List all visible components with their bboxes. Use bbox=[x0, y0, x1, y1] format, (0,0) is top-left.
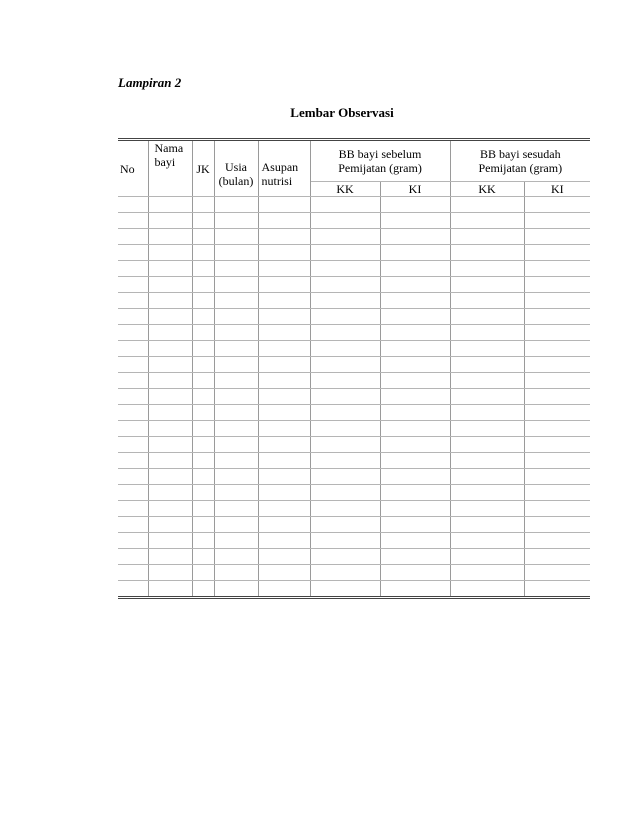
table-cell bbox=[450, 309, 524, 325]
table-cell bbox=[450, 517, 524, 533]
table-cell bbox=[148, 229, 192, 245]
table-cell bbox=[258, 373, 310, 389]
table-cell bbox=[524, 309, 590, 325]
table-cell bbox=[192, 309, 214, 325]
table-cell bbox=[214, 245, 258, 261]
table-cell bbox=[524, 213, 590, 229]
table-cell bbox=[214, 533, 258, 549]
table-cell bbox=[450, 565, 524, 581]
table-cell bbox=[258, 485, 310, 501]
table-cell bbox=[450, 245, 524, 261]
table-cell bbox=[214, 309, 258, 325]
table-cell bbox=[192, 325, 214, 341]
table-cell bbox=[450, 325, 524, 341]
table-cell bbox=[380, 325, 450, 341]
table-cell bbox=[192, 565, 214, 581]
table-cell bbox=[258, 261, 310, 277]
table-cell bbox=[380, 197, 450, 213]
header-bb-sesudah-line2: Pemijatan (gram) bbox=[478, 161, 563, 175]
table-cell bbox=[258, 501, 310, 517]
table-cell bbox=[310, 405, 380, 421]
header-nama-bayi bbox=[148, 140, 192, 197]
table-cell bbox=[118, 421, 148, 437]
table-cell bbox=[214, 341, 258, 357]
table-cell bbox=[380, 533, 450, 549]
table-row bbox=[118, 229, 590, 245]
table-cell bbox=[192, 485, 214, 501]
header-bb-sebelum bbox=[310, 140, 450, 182]
table-row bbox=[118, 549, 590, 565]
table-cell bbox=[258, 421, 310, 437]
table-cell bbox=[380, 501, 450, 517]
table-cell bbox=[258, 565, 310, 581]
table-cell bbox=[310, 309, 380, 325]
table-cell bbox=[310, 373, 380, 389]
table-cell bbox=[310, 421, 380, 437]
table-cell bbox=[118, 501, 148, 517]
table-cell bbox=[380, 341, 450, 357]
table-cell bbox=[192, 197, 214, 213]
table-cell bbox=[192, 213, 214, 229]
header-asupan-line1: Asupan bbox=[261, 159, 299, 174]
table-cell bbox=[380, 421, 450, 437]
table-cell bbox=[148, 421, 192, 437]
table-cell bbox=[148, 453, 192, 469]
table-cell bbox=[450, 213, 524, 229]
table-cell bbox=[148, 501, 192, 517]
document-title: Lembar Observasi bbox=[290, 105, 394, 120]
table-cell bbox=[380, 261, 450, 277]
table-cell bbox=[450, 197, 524, 213]
table-row bbox=[118, 213, 590, 229]
table-cell bbox=[258, 293, 310, 309]
table-cell bbox=[148, 293, 192, 309]
table-cell bbox=[214, 469, 258, 485]
table-cell bbox=[524, 293, 590, 309]
header-bb-sebelum-line2: Pemijatan (gram) bbox=[338, 161, 422, 175]
table-cell bbox=[192, 421, 214, 437]
table-cell bbox=[310, 469, 380, 485]
table-cell bbox=[524, 533, 590, 549]
table-cell bbox=[214, 501, 258, 517]
table-cell bbox=[380, 213, 450, 229]
table-cell bbox=[118, 277, 148, 293]
table-cell bbox=[258, 549, 310, 565]
table-cell bbox=[214, 453, 258, 469]
table-cell bbox=[450, 229, 524, 245]
table-cell bbox=[258, 581, 310, 598]
table-cell bbox=[380, 309, 450, 325]
table-cell bbox=[214, 325, 258, 341]
table-cell bbox=[148, 261, 192, 277]
table-cell bbox=[258, 469, 310, 485]
table-cell bbox=[148, 485, 192, 501]
table-row bbox=[118, 357, 590, 373]
table-cell bbox=[148, 565, 192, 581]
table-cell bbox=[214, 213, 258, 229]
table-cell bbox=[380, 405, 450, 421]
table-cell bbox=[524, 549, 590, 565]
table-cell bbox=[258, 197, 310, 213]
table-cell bbox=[380, 469, 450, 485]
table-cell bbox=[258, 309, 310, 325]
observation-table-body bbox=[118, 197, 590, 598]
table-cell bbox=[310, 581, 380, 598]
table-cell bbox=[258, 277, 310, 293]
table-cell bbox=[524, 341, 590, 357]
table-cell bbox=[310, 485, 380, 501]
table-row bbox=[118, 325, 590, 341]
table-cell bbox=[450, 533, 524, 549]
table-row bbox=[118, 373, 590, 389]
table-cell bbox=[258, 533, 310, 549]
header-nama-line2: bayi bbox=[154, 155, 176, 169]
table-row bbox=[118, 485, 590, 501]
table-cell bbox=[148, 373, 192, 389]
table-cell bbox=[524, 565, 590, 581]
table-cell bbox=[310, 437, 380, 453]
table-cell bbox=[118, 309, 148, 325]
table-cell bbox=[524, 501, 590, 517]
table-cell bbox=[450, 485, 524, 501]
table-cell bbox=[214, 517, 258, 533]
table-cell bbox=[524, 485, 590, 501]
table-cell bbox=[380, 453, 450, 469]
table-cell bbox=[148, 245, 192, 261]
table-cell bbox=[380, 373, 450, 389]
table-cell bbox=[214, 389, 258, 405]
table-cell bbox=[258, 213, 310, 229]
header-asupan-line2: nutrisi bbox=[261, 173, 293, 188]
table-cell bbox=[214, 197, 258, 213]
table-cell bbox=[524, 517, 590, 533]
table-cell bbox=[380, 389, 450, 405]
table-row bbox=[118, 197, 590, 213]
table-cell bbox=[450, 293, 524, 309]
table-cell bbox=[310, 501, 380, 517]
table-cell bbox=[258, 229, 310, 245]
header-ki-sebelum: KI bbox=[380, 182, 450, 197]
table-cell bbox=[118, 485, 148, 501]
table-cell bbox=[524, 405, 590, 421]
header-bb-sebelum-line1: BB bayi sebelum bbox=[338, 147, 422, 161]
table-cell bbox=[524, 357, 590, 373]
table-cell bbox=[450, 277, 524, 293]
table-cell bbox=[214, 437, 258, 453]
table-cell bbox=[524, 469, 590, 485]
table-cell bbox=[192, 453, 214, 469]
table-cell bbox=[258, 389, 310, 405]
table-cell bbox=[310, 341, 380, 357]
table-cell bbox=[380, 565, 450, 581]
table-cell bbox=[258, 517, 310, 533]
table-cell bbox=[450, 581, 524, 598]
table-cell bbox=[450, 501, 524, 517]
table-cell bbox=[192, 277, 214, 293]
table-cell bbox=[118, 373, 148, 389]
table-row bbox=[118, 421, 590, 437]
table-cell bbox=[148, 309, 192, 325]
header-jk: JK bbox=[192, 140, 214, 197]
table-cell bbox=[524, 581, 590, 598]
table-cell bbox=[310, 277, 380, 293]
table-cell bbox=[192, 437, 214, 453]
table-cell bbox=[192, 357, 214, 373]
table-cell bbox=[450, 421, 524, 437]
table-cell bbox=[192, 533, 214, 549]
table-cell bbox=[118, 197, 148, 213]
table-cell bbox=[118, 405, 148, 421]
table-cell bbox=[118, 581, 148, 598]
table-cell bbox=[192, 581, 214, 598]
table-cell bbox=[258, 437, 310, 453]
table-row bbox=[118, 581, 590, 598]
table-cell bbox=[380, 485, 450, 501]
table-cell bbox=[310, 229, 380, 245]
table-cell bbox=[258, 325, 310, 341]
table-row bbox=[118, 517, 590, 533]
table-cell bbox=[450, 405, 524, 421]
table-cell bbox=[450, 437, 524, 453]
table-cell bbox=[148, 213, 192, 229]
table-cell bbox=[214, 261, 258, 277]
header-usia bbox=[214, 140, 258, 197]
header-kk-sebelum: KK bbox=[310, 182, 380, 197]
appendix-label: Lampiran 2 bbox=[118, 75, 182, 90]
table-cell bbox=[192, 341, 214, 357]
table-cell bbox=[192, 373, 214, 389]
table-cell bbox=[380, 581, 450, 598]
table-cell bbox=[148, 341, 192, 357]
table-cell bbox=[118, 293, 148, 309]
table-cell bbox=[118, 261, 148, 277]
table-cell bbox=[214, 581, 258, 598]
table-cell bbox=[148, 277, 192, 293]
table-cell bbox=[118, 437, 148, 453]
table-cell bbox=[118, 357, 148, 373]
table-row bbox=[118, 309, 590, 325]
table-cell bbox=[118, 341, 148, 357]
observation-table bbox=[118, 138, 590, 599]
table-cell bbox=[148, 389, 192, 405]
table-cell bbox=[524, 421, 590, 437]
table-cell bbox=[310, 261, 380, 277]
table-cell bbox=[450, 549, 524, 565]
table-cell bbox=[380, 245, 450, 261]
table-cell bbox=[380, 357, 450, 373]
table-cell bbox=[118, 325, 148, 341]
table-cell bbox=[148, 581, 192, 598]
table-row bbox=[118, 453, 590, 469]
table-cell bbox=[192, 245, 214, 261]
header-asupan-nutrisi bbox=[258, 140, 310, 197]
table-cell bbox=[118, 533, 148, 549]
table-cell bbox=[310, 517, 380, 533]
table-cell bbox=[192, 501, 214, 517]
header-ki-sesudah: KI bbox=[524, 182, 590, 197]
table-cell bbox=[148, 533, 192, 549]
table-cell bbox=[310, 213, 380, 229]
table-cell bbox=[118, 389, 148, 405]
header-nama-line1: Nama bbox=[154, 141, 184, 155]
table-cell bbox=[214, 405, 258, 421]
table-cell bbox=[214, 277, 258, 293]
table-cell bbox=[310, 389, 380, 405]
table-cell bbox=[258, 453, 310, 469]
table-cell bbox=[310, 325, 380, 341]
table-cell bbox=[258, 341, 310, 357]
table-cell bbox=[310, 533, 380, 549]
table-cell bbox=[192, 389, 214, 405]
table-cell bbox=[380, 549, 450, 565]
table-cell bbox=[524, 245, 590, 261]
table-cell bbox=[214, 565, 258, 581]
table-cell bbox=[148, 517, 192, 533]
table-cell bbox=[148, 325, 192, 341]
table-row bbox=[118, 437, 590, 453]
table-cell bbox=[524, 453, 590, 469]
table-cell bbox=[192, 549, 214, 565]
table-cell bbox=[380, 229, 450, 245]
table-cell bbox=[450, 261, 524, 277]
header-kk-sesudah: KK bbox=[450, 182, 524, 197]
table-cell bbox=[118, 213, 148, 229]
table-cell bbox=[310, 549, 380, 565]
table-cell bbox=[192, 405, 214, 421]
table-cell bbox=[380, 517, 450, 533]
table-cell bbox=[450, 453, 524, 469]
table-cell bbox=[214, 357, 258, 373]
table-cell bbox=[118, 549, 148, 565]
table-cell bbox=[192, 229, 214, 245]
table-cell bbox=[214, 373, 258, 389]
table-cell bbox=[310, 293, 380, 309]
table-row bbox=[118, 405, 590, 421]
table-cell bbox=[214, 229, 258, 245]
table-cell bbox=[148, 405, 192, 421]
header-bb-sesudah bbox=[450, 140, 590, 182]
table-cell bbox=[524, 437, 590, 453]
table-cell bbox=[192, 469, 214, 485]
table-row bbox=[118, 533, 590, 549]
table-cell bbox=[192, 517, 214, 533]
table-cell bbox=[148, 437, 192, 453]
table-cell bbox=[148, 469, 192, 485]
table-cell bbox=[258, 357, 310, 373]
table-cell bbox=[214, 293, 258, 309]
table-cell bbox=[380, 277, 450, 293]
table-cell bbox=[118, 229, 148, 245]
table-cell bbox=[192, 293, 214, 309]
table-cell bbox=[450, 357, 524, 373]
table-cell bbox=[310, 197, 380, 213]
table-cell bbox=[214, 421, 258, 437]
table-cell bbox=[214, 485, 258, 501]
table-cell bbox=[118, 517, 148, 533]
table-cell bbox=[524, 389, 590, 405]
table-cell bbox=[148, 549, 192, 565]
table-cell bbox=[524, 197, 590, 213]
table-cell bbox=[214, 549, 258, 565]
table-cell bbox=[524, 229, 590, 245]
table-row bbox=[118, 501, 590, 517]
table-cell bbox=[310, 357, 380, 373]
table-cell bbox=[118, 469, 148, 485]
table-cell bbox=[380, 437, 450, 453]
table-row bbox=[118, 245, 590, 261]
table-cell bbox=[148, 197, 192, 213]
table-cell bbox=[450, 373, 524, 389]
table-cell bbox=[524, 325, 590, 341]
header-usia-line1: Usia bbox=[225, 159, 247, 174]
table-cell bbox=[450, 469, 524, 485]
table-cell bbox=[310, 565, 380, 581]
table-cell bbox=[118, 453, 148, 469]
table-cell bbox=[450, 389, 524, 405]
table-row bbox=[118, 565, 590, 581]
table-cell bbox=[524, 373, 590, 389]
table-cell bbox=[450, 341, 524, 357]
table-row bbox=[118, 341, 590, 357]
table-cell bbox=[310, 245, 380, 261]
table-cell bbox=[148, 357, 192, 373]
table-cell bbox=[258, 405, 310, 421]
header-no: No bbox=[118, 140, 148, 197]
table-row bbox=[118, 293, 590, 309]
table-row bbox=[118, 277, 590, 293]
table-cell bbox=[310, 453, 380, 469]
header-row-main bbox=[118, 140, 590, 182]
table-cell bbox=[258, 245, 310, 261]
table-cell bbox=[524, 261, 590, 277]
table-cell bbox=[118, 565, 148, 581]
table-cell bbox=[380, 293, 450, 309]
table-cell bbox=[192, 261, 214, 277]
header-bb-sesudah-line1: BB bayi sesudah bbox=[479, 147, 561, 161]
header-usia-line2: (bulan) bbox=[218, 173, 254, 188]
table-row bbox=[118, 469, 590, 485]
table-cell bbox=[118, 245, 148, 261]
table-cell bbox=[524, 277, 590, 293]
table-row bbox=[118, 261, 590, 277]
table-row bbox=[118, 389, 590, 405]
